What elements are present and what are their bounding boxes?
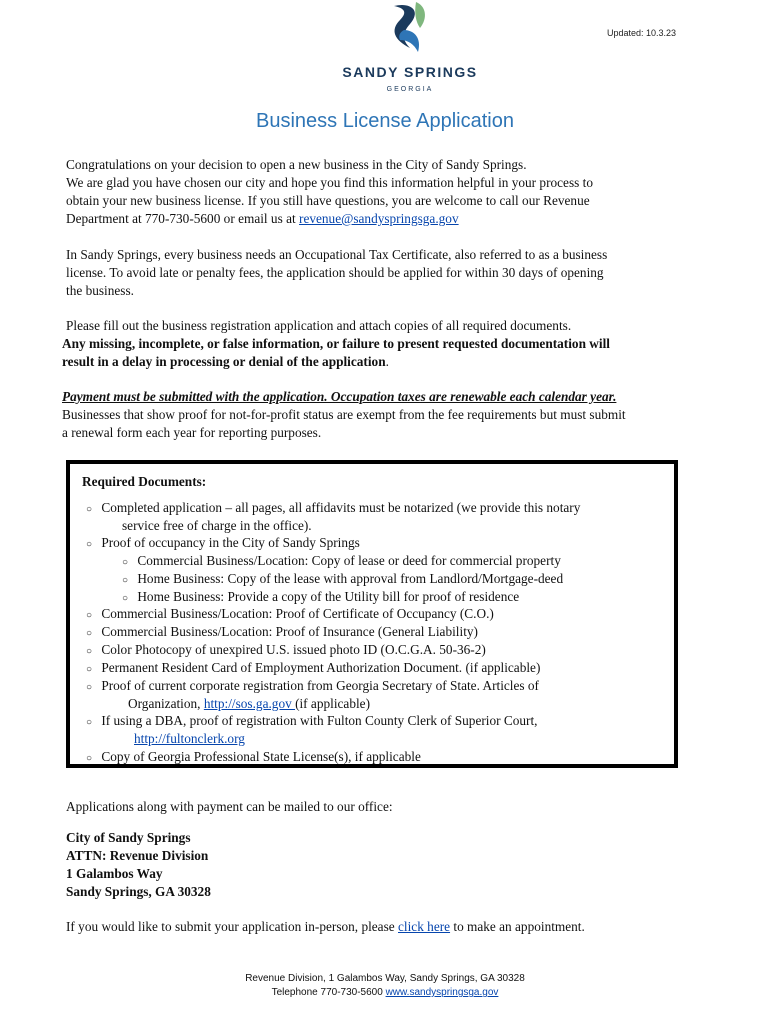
required-item	[86, 748, 421, 768]
address-line: 1 Galambos Way	[66, 866, 163, 881]
city-logo	[320, 0, 500, 100]
footer-contact	[0, 986, 770, 1000]
required-documents-title: Required Documents:	[82, 474, 207, 489]
intro-line: obtain your new business license. If you still have questions, you are welcome to call our Revenue	[66, 193, 590, 208]
intro-line: We are glad you have chosen our city and hope you find this information helpful in your process to	[66, 175, 593, 190]
footer-phone: Telephone 770-730-5600	[271, 987, 386, 998]
intro-line: Congratulations on your decision to open a new business in the City of Sandy Springs.	[66, 157, 527, 172]
website-link[interactable]: www.sandyspringsga.gov	[385, 987, 499, 998]
required-item-text: Organization,	[128, 696, 204, 711]
address-line: City of Sandy Springs	[66, 830, 191, 845]
footer-address: Revenue Division, 1 Galambos Way, Sandy Springs, GA 30328	[245, 973, 525, 984]
required-item-text: Commercial Business/Location: Proof of Certificate of Occupancy (C.O.)	[101, 606, 494, 621]
payment-line: Businesses that show proof for not-for-profit status are exempt from the fee requirements but must submit	[62, 407, 626, 422]
required-item	[86, 712, 538, 732]
page-title: Business License Application	[256, 110, 514, 132]
required-item-text: Completed application – all pages, all affidavits must be notarized (we provide this notary	[101, 500, 581, 515]
required-subitem	[122, 552, 561, 572]
fill-warning-line-3	[62, 353, 610, 371]
required-item-continued: service free of charge in the office).	[122, 518, 312, 533]
intro-line	[66, 210, 593, 228]
occupational-tax-paragraph	[66, 246, 607, 300]
required-item	[86, 659, 540, 679]
occ-line: the business.	[66, 283, 134, 298]
in-person-text: If you would like to submit your application in-person, please	[66, 919, 398, 934]
required-subitem-text: Commercial Business/Location: Copy of lease or deed for commercial property	[137, 553, 561, 568]
fill-warning-text: result in a delay in processing or denial of the application	[62, 354, 386, 369]
mailing-address	[66, 829, 211, 901]
fulton-clerk-link[interactable]: http://fultonclerk.org	[134, 731, 245, 746]
payment-notice: Payment must be submitted with the application. Occupation taxes are renewable each calendar year.	[62, 389, 617, 404]
page-footer	[0, 972, 770, 1000]
required-item	[86, 641, 486, 661]
logo-name: SANDY SPRINGS	[342, 64, 478, 80]
in-person-paragraph	[66, 918, 585, 936]
mail-intro: Applications along with payment can be mailed to our office:	[66, 799, 393, 814]
sos-ga-link[interactable]: http://sos.ga.gov	[203, 696, 296, 711]
required-item-text: Copy of Georgia Professional State License(s), if applicable	[101, 749, 421, 764]
address-line: ATTN: Revenue Division	[66, 848, 209, 863]
bullet-icon: ○	[86, 504, 93, 515]
required-item-text: Permanent Resident Card of Employment Authorization Document. (if applicable)	[101, 660, 541, 675]
fill-out-paragraph	[62, 317, 610, 371]
occ-line: In Sandy Springs, every business needs an Occupational Tax Certificate, also referred to as a business	[66, 247, 608, 262]
required-item-text: Color Photocopy of unexpired U.S. issued photo ID (O.C.G.A. 50-36-2)	[101, 642, 486, 657]
bullet-icon: ○	[86, 753, 93, 764]
bullet-icon: ○	[86, 717, 93, 728]
payment-paragraph	[62, 388, 626, 442]
required-item-text: Commercial Business/Location: Proof of Insurance (General Liability)	[101, 624, 478, 639]
intro-paragraph	[66, 156, 593, 228]
required-item	[86, 534, 360, 554]
required-item-text: Proof of occupancy in the City of Sandy Springs	[101, 535, 360, 550]
fill-line: Please fill out the business registration application and attach copies of all required documents.	[66, 318, 572, 333]
address-line: Sandy Springs, GA 30328	[66, 884, 211, 899]
intro-line-text: Department at 770-730-5600 or email us at	[66, 211, 300, 226]
in-person-text: to make an appointment.	[450, 919, 585, 934]
fill-period: .	[385, 354, 389, 369]
occ-line: license. To avoid late or penalty fees, the application should be applied for within 30 days of opening	[66, 265, 604, 280]
payment-line: a renewal form each year for reporting purposes.	[62, 425, 322, 440]
required-item	[86, 499, 580, 519]
bullet-icon: ○	[86, 628, 93, 639]
required-item-continued	[128, 695, 370, 713]
revenue-email-link[interactable]: revenue@sandyspringsga.gov	[299, 211, 459, 226]
bullet-icon: ○	[122, 593, 129, 604]
required-item	[86, 605, 494, 625]
bullet-icon: ○	[86, 610, 93, 621]
required-subitem	[122, 570, 563, 590]
bullet-icon: ○	[86, 682, 93, 693]
updated-date: Updated: 10.3.23	[607, 28, 677, 38]
required-subitem-text: Home Business: Copy of the lease with approval from Landlord/Mortgage-deed	[137, 571, 564, 586]
appointment-link[interactable]: click here	[398, 919, 451, 934]
required-item-text: (if applicable)	[295, 696, 371, 711]
sandy-springs-emblem-icon	[380, 0, 440, 56]
fill-warning-line: Any missing, incomplete, or false information, or failure to present requested documentation will	[62, 336, 610, 351]
bullet-icon: ○	[86, 539, 93, 550]
logo-subtitle: GEORGIA	[386, 86, 434, 93]
required-item-text: Proof of current corporate registration from Georgia Secretary of State. Articles of	[101, 678, 539, 693]
required-item	[86, 677, 539, 697]
bullet-icon: ○	[86, 646, 93, 657]
bullet-icon: ○	[122, 575, 129, 586]
required-item-continued	[134, 730, 245, 748]
required-item-text: If using a DBA, proof of registration with Fulton County Clerk of Superior Court,	[101, 713, 538, 728]
required-item	[86, 623, 478, 643]
bullet-icon: ○	[122, 557, 129, 568]
bullet-icon: ○	[86, 664, 93, 675]
required-subitem-text: Home Business: Provide a copy of the Utility bill for proof of residence	[137, 589, 520, 604]
